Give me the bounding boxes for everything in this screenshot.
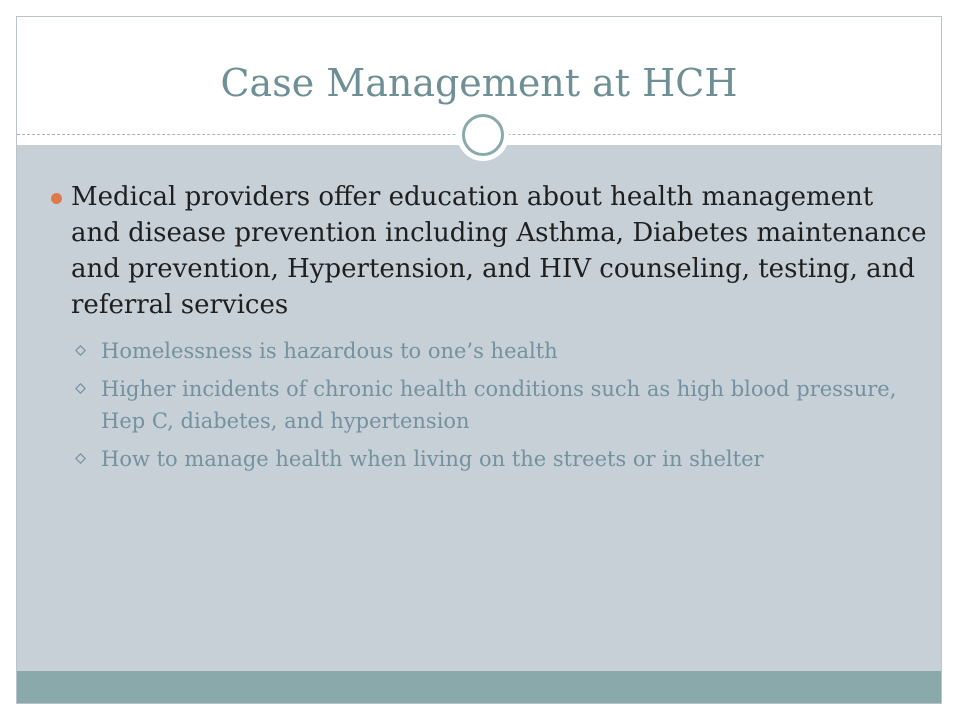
hollow-diamond-bullet-icon (75, 383, 86, 394)
footer-band (17, 671, 941, 704)
sub-bullet-item (71, 443, 927, 475)
sub-bullet-text: How to manage health when living on the streets or in shelter (101, 447, 764, 471)
orange-dot-bullet-icon (51, 193, 62, 204)
hollow-diamond-bullet-icon (75, 345, 86, 356)
main-bullet (47, 179, 927, 323)
sub-bullet-item (71, 373, 927, 437)
sub-bullet-text: Homelessness is hazardous to one’s health (101, 339, 558, 363)
ring-ornament-icon (457, 109, 509, 161)
slide (16, 16, 942, 704)
bullet-list (47, 179, 927, 481)
sub-bullet-list (47, 335, 927, 475)
slide-title: Case Management at HCH (220, 61, 738, 105)
hollow-diamond-bullet-icon (75, 453, 86, 464)
sub-bullet-item (71, 335, 927, 367)
main-bullet-text: Medical providers offer education about health management and disease prevention including Asthma, Diabetes maintenance and prevention, Hypertension, and HIV counseling, testing, and referral services (71, 182, 927, 320)
sub-bullet-text: Higher incidents of chronic health conditions such as high blood pressure, Hep C, diabetes, and hypertension (101, 377, 897, 433)
